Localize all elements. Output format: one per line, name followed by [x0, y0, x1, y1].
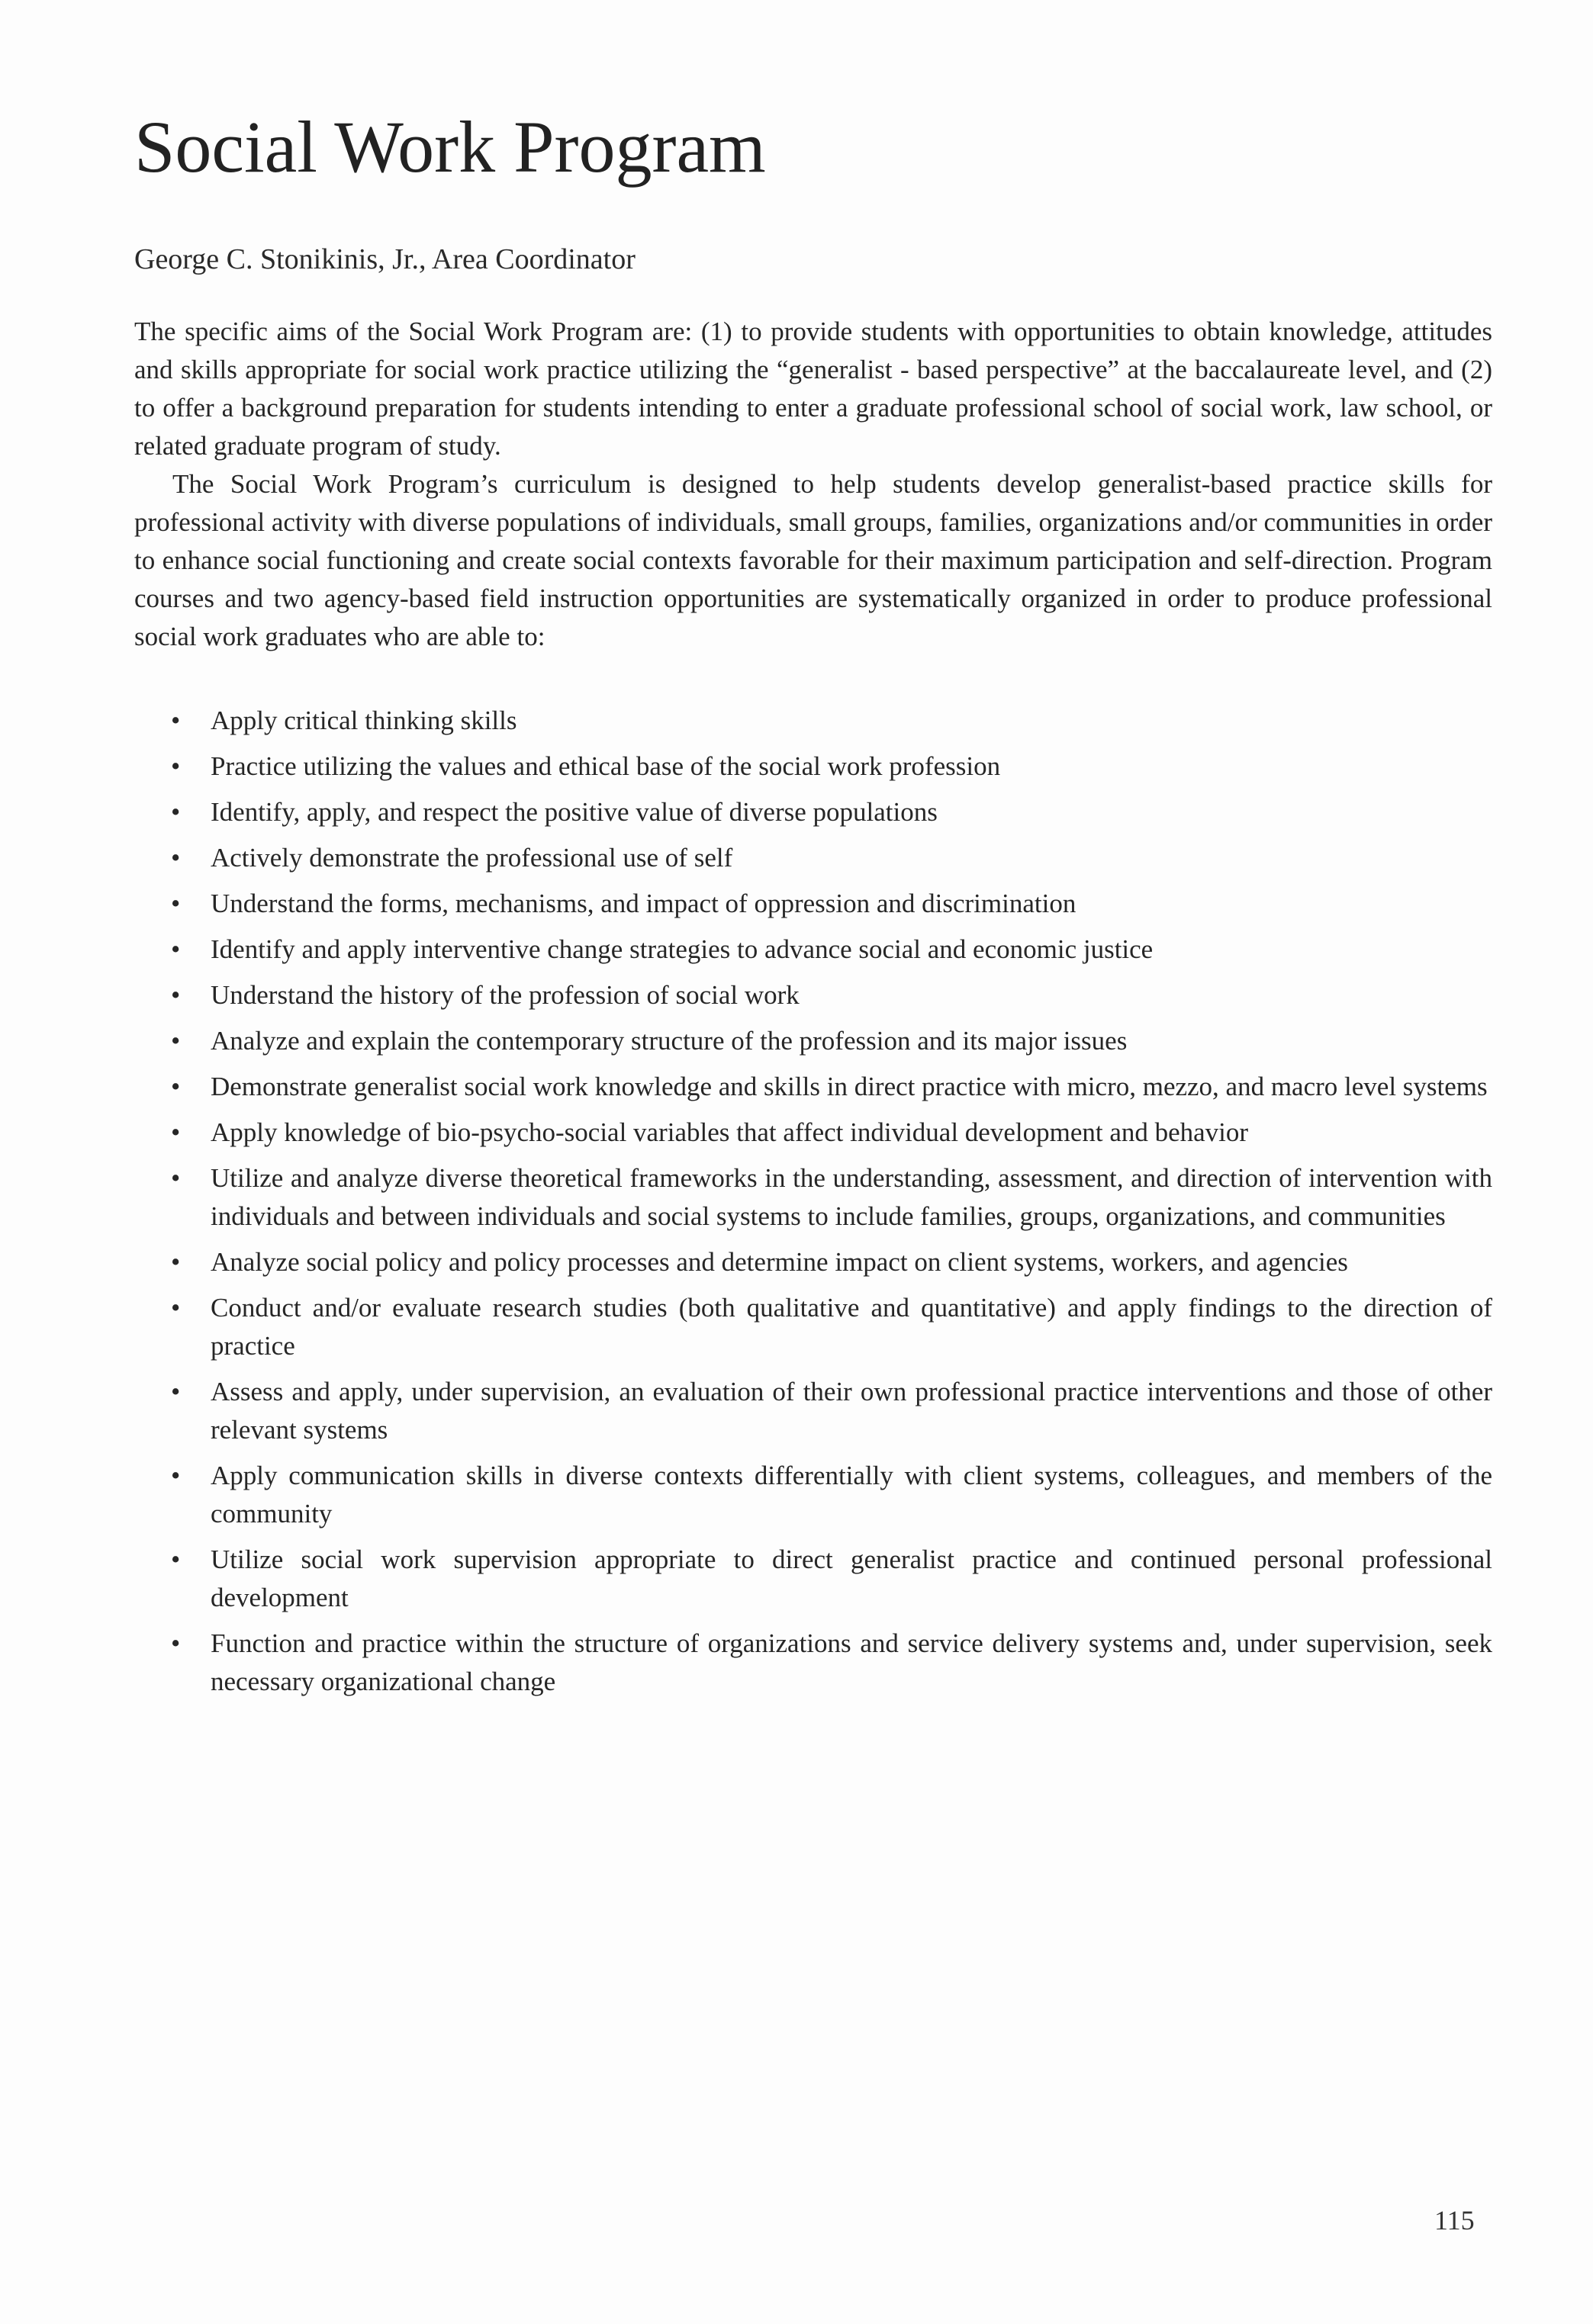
bullet-icon: •	[171, 1163, 181, 1193]
list-item	[134, 839, 1492, 877]
bullet-icon: •	[171, 1461, 181, 1490]
list-item	[134, 1243, 1492, 1281]
list-item	[134, 931, 1492, 969]
bullet-icon: •	[171, 706, 181, 735]
list-item	[134, 885, 1492, 923]
list-item	[134, 1022, 1492, 1060]
list-item-text: Apply knowledge of bio-psycho-social variables that affect individual development and behavior	[211, 1117, 1249, 1147]
list-item-text: Analyze and explain the contemporary structure of the profession and its major issues	[211, 1026, 1128, 1056]
list-item-text: Apply critical thinking skills	[211, 706, 517, 735]
list-item-text: Identify and apply interventive change strategies to advance social and economic justice	[211, 934, 1154, 964]
list-item-text: Identify, apply, and respect the positive value of diverse populations	[211, 797, 938, 827]
list-item-text: Practice utilizing the values and ethical base of the social work profession	[211, 751, 1001, 781]
list-item	[134, 1289, 1492, 1365]
bullet-icon: •	[171, 1293, 181, 1323]
list-item	[134, 976, 1492, 1014]
bullet-icon: •	[171, 889, 181, 918]
bullet-icon: •	[171, 1247, 181, 1277]
list-item-text: Understand the forms, mechanisms, and impact of oppression and discrimination	[211, 889, 1076, 918]
list-item-text: Assess and apply, under supervision, an evaluation of their own professional practice interventions and those of other relevant systems	[211, 1377, 1492, 1445]
bullet-icon: •	[171, 1026, 181, 1056]
list-item	[134, 702, 1492, 740]
list-item	[134, 1373, 1492, 1449]
list-item-text: Demonstrate generalist social work knowledge and skills in direct practice with micro, mezzo, and macro level systems	[211, 1072, 1488, 1101]
bullet-icon: •	[171, 934, 181, 964]
list-item-text: Utilize social work supervision appropriate to direct generalist practice and continued personal professional development	[211, 1545, 1492, 1612]
intro-text	[134, 313, 1492, 656]
list-item	[134, 1457, 1492, 1533]
bullet-icon: •	[171, 843, 181, 873]
list-item-text: Utilize and analyze diverse theoretical frameworks in the understanding, assessment, and direction of intervention with individuals and between individuals and social systems to include families, groups, organizations, and communities	[211, 1163, 1492, 1231]
list-item	[134, 1159, 1492, 1236]
bullet-icon: •	[171, 1377, 181, 1406]
list-item-text: Apply communication skills in diverse contexts differentially with client systems, colleagues, and members of the community	[211, 1461, 1492, 1528]
bullet-icon: •	[171, 797, 181, 827]
author-line: George C. Stonikinis, Jr., Area Coordinator	[134, 243, 636, 275]
list-item	[134, 1114, 1492, 1152]
bullet-icon: •	[171, 980, 181, 1010]
list-item-text: Function and practice within the structure of organizations and service delivery systems and, under supervision, seek necessary organizational change	[211, 1628, 1492, 1696]
bullet-icon: •	[171, 1117, 181, 1147]
list-item-text: Understand the history of the profession of social work	[211, 980, 800, 1010]
list-item	[134, 1541, 1492, 1617]
page-title: Social Work Program	[134, 106, 766, 188]
bullet-icon: •	[171, 1628, 181, 1658]
list-item	[134, 747, 1492, 786]
list-item	[134, 1068, 1492, 1106]
page-number: 115	[1434, 2205, 1475, 2236]
outcomes-list	[134, 702, 1492, 1708]
bullet-icon: •	[171, 1072, 181, 1101]
list-item-text: Analyze social policy and policy processes and determine impact on client systems, workers, and agencies	[211, 1247, 1348, 1277]
list-item	[134, 1625, 1492, 1701]
aims-paragraph: The specific aims of the Social Work Program are: (1) to provide students with opportunities to obtain knowledge, attitudes and skills appropriate for social work practice utilizing the “generalist - based perspective” at the baccalaureate level, and (2) to offer a background preparation for students intending to enter a graduate professional school of social work, law school, or related graduate program of study.	[134, 317, 1492, 461]
list-item-text: Conduct and/or evaluate research studies (both qualitative and quantitative) and apply findings to the direction of practice	[211, 1293, 1492, 1361]
bullet-icon: •	[171, 751, 181, 781]
list-item-text: Actively demonstrate the professional use of self	[211, 843, 733, 873]
curriculum-paragraph: The Social Work Program’s curriculum is designed to help students develop generalist-based practice skills for professional activity with diverse populations of individuals, small groups, families, organizations and/or communities in order to enhance social functioning and create social contexts favorable for their maximum participation and self-direction. Program courses and two agency-based field instruction opportunities are systematically organized in order to produce professional social work graduates who are able to:	[134, 469, 1492, 651]
list-item	[134, 793, 1492, 831]
bullet-icon: •	[171, 1545, 181, 1574]
